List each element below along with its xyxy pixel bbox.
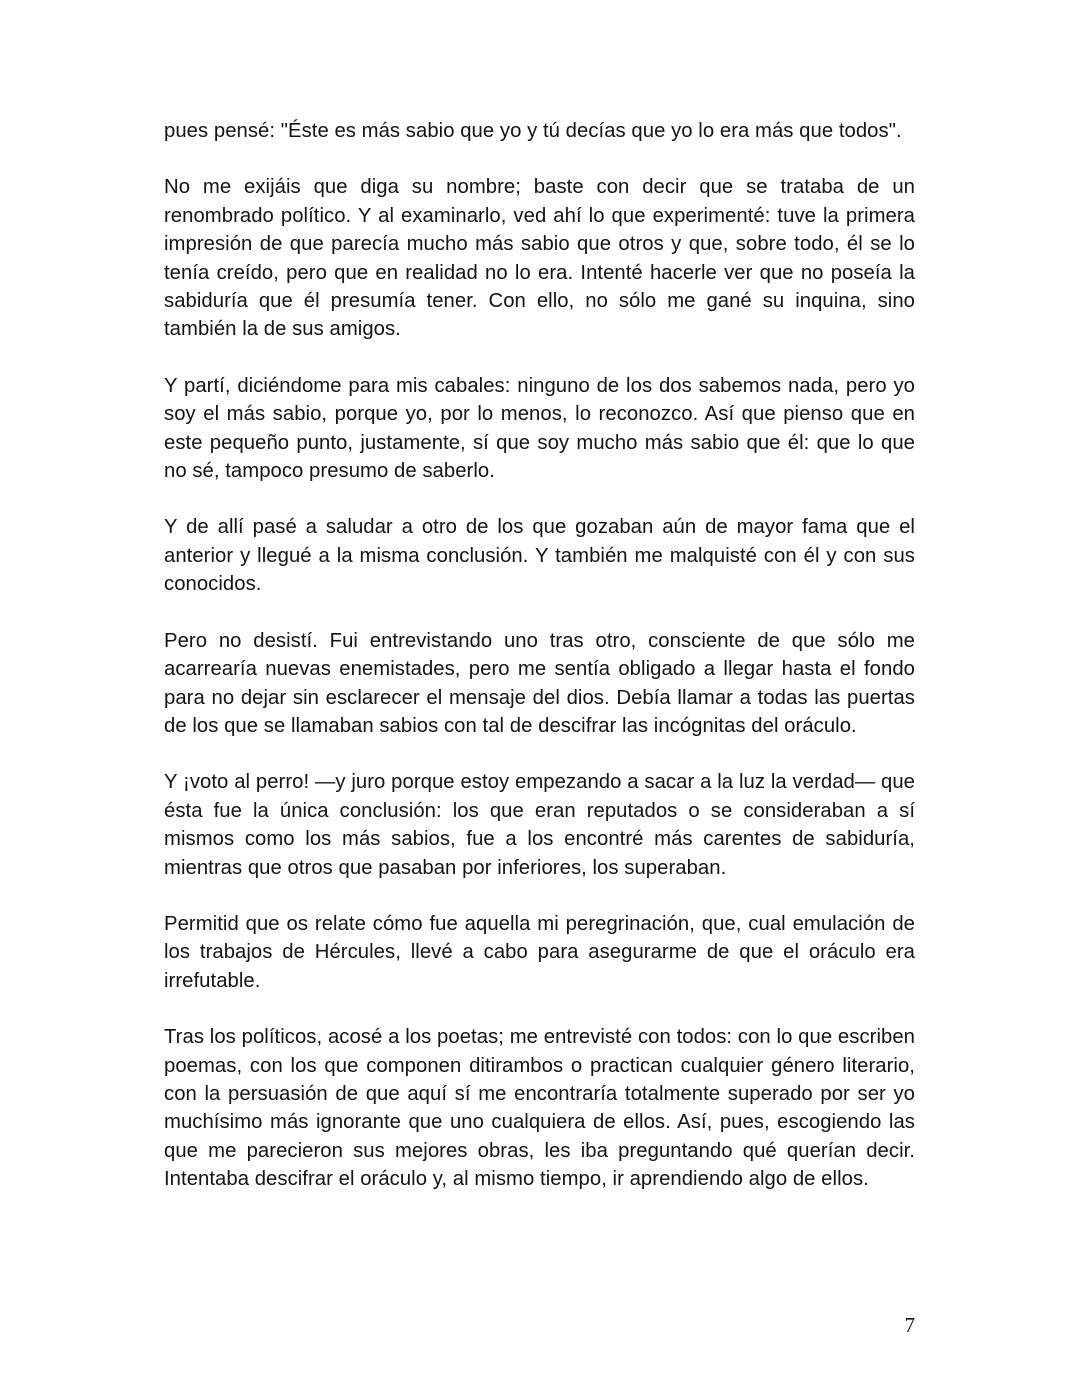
document-body: [164, 117, 915, 1222]
paragraph-2: No me exijáis que diga su nombre; baste con decir que se trataba de un renombrado político. Y al examinarlo, ved ahí lo que experimenté: tuve la primera impresión de que parecía mucho más sabio que otros y que, sobre todo, él se lo tenía creído, pero que en realidad no lo era. Intenté hacerle ver que no poseía la sabiduría que él presumía tener. Con ello, no sólo me gané su inquina, sino también la de sus amigos.: [164, 176, 915, 341]
paragraph-1: pues pensé: "Éste es más sabio que yo y tú decías que yo lo era más que todos".: [164, 120, 902, 142]
paragraph-5: Pero no desistí. Fui entrevistando uno tras otro, consciente de que sólo me acarrearía nuevas enemistades, pero me sentía obligado a llegar hasta el fondo para no dejar sin esclarecer el mensaje del dios. Debía llamar a todas las puertas de los que se llamaban sabios con tal de descifrar las incógnitas del oráculo.: [164, 629, 915, 737]
paragraph-8: Tras los políticos, acosé a los poetas; me entrevisté con todos: con lo que escriben poemas, con los que componen ditirambos o practican cualquier género literario, con la persuasión de que aquí sí me encontraría totalmente superado por ser yo muchísimo más ignorante que uno cualquiera de ellos. Así, pues, escogiendo las que me parecieron sus mejores obras, les iba preguntando qué querían decir. Intentaba descifrar el oráculo y, al mismo tiempo, ir aprendiendo algo de ellos.: [164, 1026, 915, 1191]
page-number: 7: [904, 1313, 915, 1337]
paragraph-6: Y ¡voto al perro! —y juro porque estoy empezando a sacar a la luz la verdad— que ésta fue la única conclusión: los que eran reputados o se consideraban a sí mismos como los más sabios, fue a los encontré más carentes de sabiduría, mientras que otros que pasaban por inferiores, los superaban.: [164, 771, 915, 879]
paragraph-7: Permitid que os relate cómo fue aquella mi peregrinación, que, cual emulación de los trabajos de Hércules, llevé a cabo para asegurarme de que el oráculo era irrefutable.: [164, 912, 915, 992]
paragraph-3: Y partí, diciéndome para mis cabales: ninguno de los dos sabemos nada, pero yo soy el más sabio, porque yo, por lo menos, lo reconozco. Así que pienso que en este pequeño punto, justamente, sí que soy mucho más sabio que él: que lo que no sé, tampoco presumo de saberlo.: [164, 374, 915, 483]
paragraph-4: Y de allí pasé a saludar a otro de los que gozaban aún de mayor fama que el anterior y llegué a la misma conclusión. Y también me malquisté con él y con sus conocidos.: [164, 516, 915, 596]
